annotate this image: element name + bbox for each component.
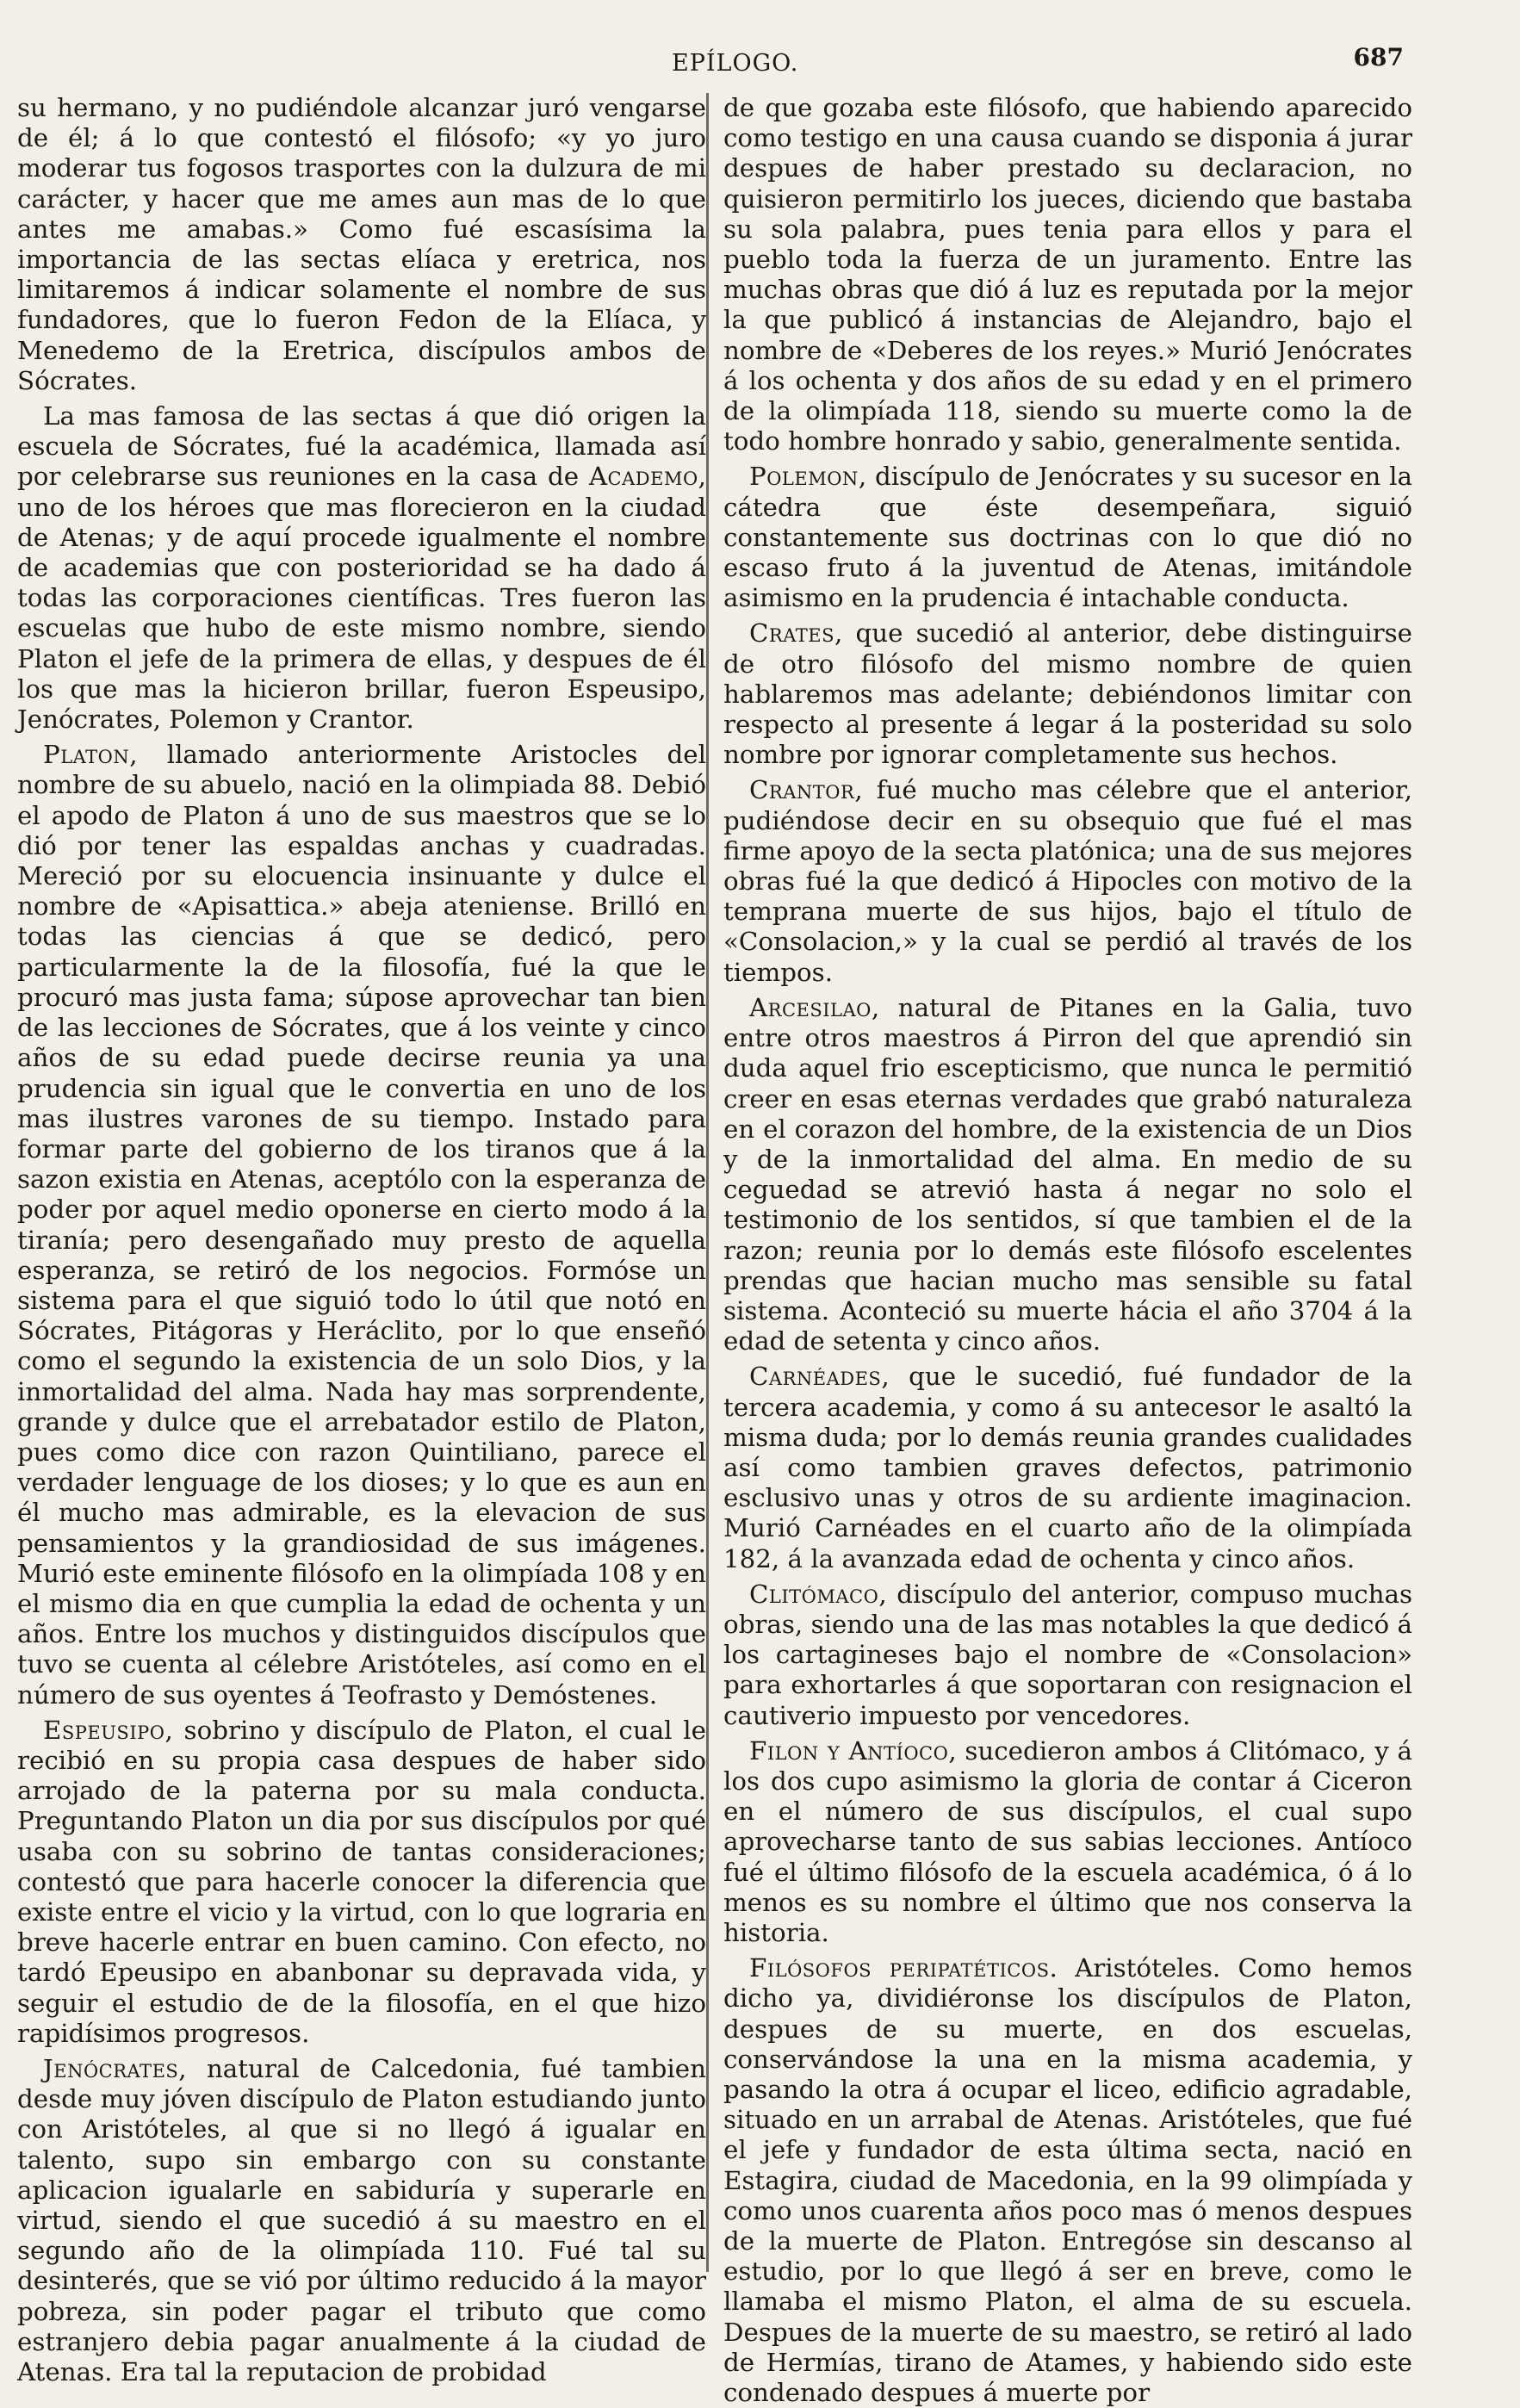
column-divider — [706, 93, 709, 2272]
right-column — [723, 93, 1412, 2408]
entry-name: Carnéades — [749, 1362, 882, 1392]
entry-name: Espeusipo — [43, 1715, 165, 1745]
entry-name: Clitómaco — [749, 1579, 879, 1609]
entry-jenocrates: Jenócrates, natural de Calcedonia, fué tambien desde muy jóven discípulo de Platon estudiando junto con Aristóteles, al que si no llegó á igualar en talento, supo sin embargo con su constante aplicacion igualarle en sabiduría y superarle en virtud, siendo el que sucedió á su maestro en el segundo año de la olimpíada 110. Fué tal su desinterés, que se vió por último reducido á la mayor pobreza, sin poder pagar el tributo que como estranjero debia pagar anualmente á la ciudad de Atenas. Era tal la reputacion de probidad — [17, 2054, 706, 2387]
entry-peripateticos: Filósofos peripatéticos. Aristóteles. Como hemos dicho ya, dividiéronse los discípulos de Platon, despues de su muerte, en dos escuelas, conservándose la una en la misma academia, y pasando la otra á ocupar el liceo, edificio agradable, situado en un arrabal de Atenas. Aristóteles, que fué el jefe y fundador de esta última secta, nació en Estagira, ciudad de Macedonia, en la 99 olimpíada y como unos cuarenta años poco mas ó menos despues de la muerte de Platon. Entregóse sin descanso al estudio, por lo que llegó á ser en breve, como le llamaba el mismo Platon, el alma de su escuela. Despues de la muerte de su maestro, se retiró al lado de Hermías, tirano de Atames, y habiendo sido este condenado despues á muerte por — [723, 1953, 1412, 2408]
entry-name: Platon — [43, 740, 130, 770]
paragraph: de que gozaba este filósofo, que habiendo aparecido como testigo en una causa cuando se disponia á jurar despues de haber prestado su declaracion, no quisieron permitirlo los jueces, diciendo que bastaba su sola palabra, pues tenia para ellos y para el pueblo toda la fuerza de un juramento. Entre las muchas obras que dió á luz es reputada por la mejor la que publicó á instancias de Alejandro, bajo el nombre de «Deberes de los reyes.» Murió Jenócrates á los ochenta y dos años de su edad y en el primero de la olimpíada 118, siendo su muerte como la de todo hombre honrado y sabio, generalmente sentida. — [723, 93, 1412, 456]
entry-crantor: Crantor, fué mucho mas célebre que el anterior, pudiéndose decir en su obsequio que fué el mas firme apoyo de la secta platónica; una de sus mejores obras fué la que dedicó á Hipocles con motivo de la temprana muerte de sus hijos, bajo el título de «Consolacion,» y la cual se perdió al través de los tiempos. — [723, 775, 1412, 987]
entry-name: Filon y Antíoco — [749, 1735, 949, 1766]
left-column — [17, 93, 706, 2387]
paragraph: su hermano, y no pudiéndole alcanzar juró vengarse de él; á lo que contestó el filósofo; «y yo juro moderar tus fogosos trasportes con la dulzura de mi carácter, y hacer que me ames aun mas de lo que antes me amabas.» Como fué escasísima la importancia de las sectas elíaca y eretrica, nos limitaremos á indicar solamente el nombre de sus fundadores, que lo fueron Fedon de la Elíaca, y Menedemo de la Eretrica, discípulos ambos de Sócrates. — [17, 93, 706, 395]
entry-name: Polemon — [749, 462, 859, 492]
entry-name: Crantor — [749, 775, 855, 805]
entry-name: Crates — [749, 618, 834, 649]
entry-carneades: Carnéades, que le sucedió, fué fundador de la tercera academia, y como á su antecesor le asaltó la misma duda; por lo demás reunia grandes cualidades así como tambien graves defectos, patrimonio esclusivo unas y otros de su ardiente imaginacion. Murió Carnéades en el cuarto año de la olimpíada 182, á la avanzada edad de ochenta y cinco años. — [723, 1362, 1412, 1573]
running-title: EPÍLOGO. — [672, 50, 799, 77]
entry-clitomaco: Clitómaco, discípulo del anterior, compuso muchas obras, siendo una de las mas notables la que dedicó á los cartagineses bajo el nombre de «Consolacion» para exhortarles á que soportaran con resignacion el cautiverio impuesto por vencedores. — [723, 1579, 1412, 1730]
paragraph: La mas famosa de las sectas á que dió origen la escuela de Sócrates, fué la académica, llamada así por celebrarse sus reuniones en la casa de Academo, uno de los héroes que mas florecieron en la ciudad de Atenas; y de aquí procede igualmente el nombre de academias que con posterioridad se ha dado á todas las corporaciones científicas. Tres fueron las escuelas que hubo de este mismo nombre, siendo Platon el jefe de la primera de ellas, y despues de él los que mas la hicieron brillar, fueron Espeusipo, Jenócrates, Polemon y Crantor. — [17, 401, 706, 735]
entry-name: Academo — [588, 462, 698, 492]
entry-espeusipo: Espeusipo, sobrino y discípulo de Platon, el cual le recibió en su propia casa despues de haber sido arrojado de la paterna por su mala conducta. Preguntando Platon un dia por sus discípulos por qué usaba con su sobrino de tantas consideraciones; contestó que para hacerle conocer la diferencia que existe entre el vicio y la virtud, con lo que lograria en breve hacerle entrar en buen camino. Con efecto, no tardó Epeusipo en abanbonar su depravada vida, y seguir el estudio de de la filosofía, en el que hizo rapidísimos progresos. — [17, 1715, 706, 2048]
entry-name: Arcesilao — [749, 992, 872, 1022]
entry-name: Jenócrates — [43, 2054, 179, 2083]
entry-crates: Crates, que sucedió al anterior, debe distinguirse de otro filósofo del mismo nombre de quien hablaremos mas adelante; debiéndonos limitar con respecto al presente á legar á la posteridad su solo nombre por ignorar completamente sus hechos. — [723, 618, 1412, 770]
page-header — [17, 43, 1404, 86]
entry-polemon: Polemon, discípulo de Jenócrates y su sucesor en la cátedra que éste desempeñara, siguió constantemente sus doctrinas con lo que dió no escaso fruto á la juventud de Atenas, imitándole asimismo en la prudencia é intachable conducta. — [723, 462, 1412, 613]
page-number: 687 — [1353, 43, 1404, 71]
entry-arcesilao: Arcesilao, natural de Pitanes en la Galia, tuvo entre otros maestros á Pirron del que aprendió sin duda aquel frio escepticismo, que nunca le permitió creer en esas eternas verdades que grabó naturaleza en el corazon del hombre, de la existencia de un Dios y de la inmortalidad del alma. En medio de su ceguedad se atrevió hasta á negar no solo el testimonio de los sentidos, sí que tambien el de la razon; reunia por lo demás este filósofo escelentes prendas que hacian mucho mas sensible su fatal sistema. Aconteció su muerte hácia el año 3704 á la edad de setenta y cinco años. — [723, 992, 1412, 1356]
entry-name: Filósofos peripatéticos — [749, 1953, 1050, 1983]
entry-platon: Platon, llamado anteriormente Aristocles del nombre de su abuelo, nació en la olimpiada 88. Debió el apodo de Platon á uno de sus maestros que se lo dió por tener las espaldas anchas y cuadradas. Mereció por su elocuencia insinuante y dulce el nombre de «Apisattica.» abeja ateniense. Brilló en todas las ciencias á que se dedicó, pero particularmente la de la filosofía, fué la que le procuró mas justa fama; súpose aprovechar tan bien de las lecciones de Sócrates, que á los veinte y cinco años de su edad puede decirse reunia ya una prudencia sin igual que le convertia en uno de los mas ilustres varones de su tiempo. Instado para formar parte del gobierno de los tiranos que á la sazon existia en Atenas, aceptólo con la esperanza de poder por aquel medio oponerse en cierto modo á la tiranía; pero desengañado muy presto de aquella esperanza, se retiró de los negocios. Formóse un sistema para el que siguió todo lo útil que notó en Sócrates, Pitágoras y Heráclito, por lo que enseñó como el segundo la existencia de un solo Dios, y la inmortalidad del alma. Nada hay mas sorprendente, grande y dulce que el arrebatador estilo de Platon, pues como dice con razon Quintiliano, parece el verdader lenguage de los dioses; y lo que es aun en él mucho mas admirable, es la elevacion de sus pensamientos y la grandiosidad de sus imágenes. Murió este eminente filósofo en la olimpíada 108 y en el mismo dia en que cumplia la edad de ochenta y un años. Entre los muchos y distinguidos discípulos que tuvo se cuenta al célebre Aristóteles, así como en el número de sus oyentes á Teofrasto y Demóstenes. — [17, 740, 706, 1710]
entry-filon-antioco: Filon y Antíoco, sucedieron ambos á Clitómaco, y á los dos cupo asimismo la gloria de contar á Ciceron en el número de sus discípulos, el cual supo aprovecharse tanto de sus sabias lecciones. Antíoco fué el último filósofo de la escuela académica, ó á lo menos es su nombre el último que nos conserva la historia. — [723, 1735, 1412, 1947]
